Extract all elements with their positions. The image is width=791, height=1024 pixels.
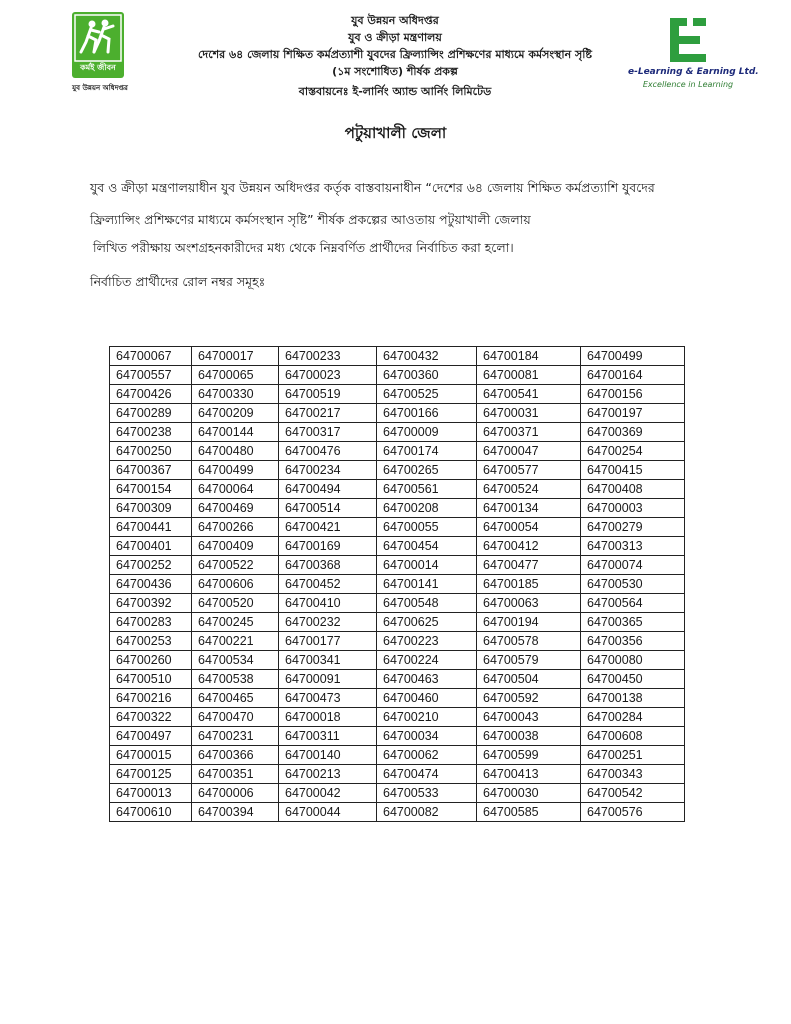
roll-number-cell: 64700184 <box>477 347 581 366</box>
roll-number-cell: 64700233 <box>279 347 377 366</box>
roll-number-cell: 64700474 <box>377 765 477 784</box>
roll-number-cell: 64700081 <box>477 366 581 385</box>
roll-number-cell: 64700452 <box>279 575 377 594</box>
roll-number-cell: 64700067 <box>110 347 192 366</box>
roll-number-cell: 64700091 <box>279 670 377 689</box>
district-title: পটুয়াখালী জেলা <box>344 124 447 142</box>
roll-number-cell: 64700080 <box>581 651 685 670</box>
roll-number-cell: 64700289 <box>110 404 192 423</box>
roll-number-cell: 64700322 <box>110 708 192 727</box>
roll-number-cell: 64700224 <box>377 651 477 670</box>
roll-number-cell: 64700499 <box>581 347 685 366</box>
header-department: যুব উন্নয়ন অধিদপ্তর <box>351 14 439 27</box>
roll-number-cell: 64700476 <box>279 442 377 461</box>
roll-number-cell: 64700311 <box>279 727 377 746</box>
roll-number-cell: 64700557 <box>110 366 192 385</box>
logo-caption: যুব উন্নয়ন অধিদপ্তর <box>72 84 128 92</box>
roll-number-cell: 64700209 <box>192 404 279 423</box>
roll-number-cell: 64700210 <box>377 708 477 727</box>
table-row <box>110 765 685 784</box>
header-implementer: বাস্তবায়নেঃ ই-লার্নিং অ্যান্ড আর্নিং লিমিটেড <box>298 85 492 98</box>
roll-number-cell: 64700023 <box>279 366 377 385</box>
roll-number-cell: 64700260 <box>110 651 192 670</box>
roll-number-cell: 64700154 <box>110 480 192 499</box>
table-row <box>110 385 685 404</box>
roll-number-cell: 64700465 <box>192 689 279 708</box>
roll-number-cell: 64700169 <box>279 537 377 556</box>
roll-number-cell: 64700250 <box>110 442 192 461</box>
roll-number-cell: 64700279 <box>581 518 685 537</box>
roll-number-cell: 64700042 <box>279 784 377 803</box>
roll-number-cell: 64700534 <box>192 651 279 670</box>
roll-number-cell: 64700038 <box>477 727 581 746</box>
table-row <box>110 613 685 632</box>
roll-number-cell: 64700533 <box>377 784 477 803</box>
roll-number-cell: 64700015 <box>110 746 192 765</box>
roll-number-cell: 64700548 <box>377 594 477 613</box>
table-row <box>110 499 685 518</box>
table-row <box>110 670 685 689</box>
roll-number-cell: 64700232 <box>279 613 377 632</box>
roll-number-cell: 64700213 <box>279 765 377 784</box>
roll-number-cell: 64700221 <box>192 632 279 651</box>
roll-number-cell: 64700223 <box>377 632 477 651</box>
header-project-revision: (১ম সংশোধিত) শীর্ষক প্রকল্প <box>332 65 458 78</box>
roll-number-cell: 64700356 <box>581 632 685 651</box>
roll-number-cell: 64700251 <box>581 746 685 765</box>
roll-number-cell: 64700454 <box>377 537 477 556</box>
roll-number-cell: 64700450 <box>581 670 685 689</box>
roll-number-cell: 64700585 <box>477 803 581 822</box>
header-ministry: যুব ও ক্রীড়া মন্ত্রণালয় <box>348 31 442 44</box>
roll-number-cell: 64700197 <box>581 404 685 423</box>
roll-number-cell: 64700330 <box>192 385 279 404</box>
table-row <box>110 575 685 594</box>
roll-number-cell: 64700313 <box>581 537 685 556</box>
table-row <box>110 537 685 556</box>
roll-number-cell: 64700519 <box>279 385 377 404</box>
roll-number-cell: 64700166 <box>377 404 477 423</box>
roll-number-cell: 64700343 <box>581 765 685 784</box>
roll-number-cell: 64700134 <box>477 499 581 518</box>
roll-number-cell: 64700477 <box>477 556 581 575</box>
roll-number-cell: 64700044 <box>279 803 377 822</box>
roll-number-cell: 64700412 <box>477 537 581 556</box>
roll-number-cell: 64700401 <box>110 537 192 556</box>
roll-number-cell: 64700514 <box>279 499 377 518</box>
roll-number-cell: 64700360 <box>377 366 477 385</box>
roll-number-cell: 64700542 <box>581 784 685 803</box>
roll-number-cell: 64700144 <box>192 423 279 442</box>
roll-number-cell: 64700499 <box>192 461 279 480</box>
roll-number-cell: 64700208 <box>377 499 477 518</box>
roll-number-cell: 64700578 <box>477 632 581 651</box>
roll-number-cell: 64700265 <box>377 461 477 480</box>
roll-number-cell: 64700365 <box>581 613 685 632</box>
roll-number-cell: 64700082 <box>377 803 477 822</box>
roll-number-cell: 64700074 <box>581 556 685 575</box>
roll-number-cell: 64700138 <box>581 689 685 708</box>
roll-number-cell: 64700231 <box>192 727 279 746</box>
roll-number-cell: 64700415 <box>581 461 685 480</box>
roll-number-cell: 64700013 <box>110 784 192 803</box>
roll-number-cell: 64700216 <box>110 689 192 708</box>
roll-number-cell: 64700561 <box>377 480 477 499</box>
roll-number-cell: 64700003 <box>581 499 685 518</box>
roll-number-cell: 64700564 <box>581 594 685 613</box>
table-row <box>110 632 685 651</box>
e-learning-mark-icon <box>666 16 710 64</box>
roll-number-cell: 64700317 <box>279 423 377 442</box>
notice-paragraph-line-1: যুব ও ক্রীড়া মন্ত্রণালয়াধীন যুব উন্নয়ন অধিদপ্তর কর্তৃক বাস্তবায়নাধীন “দেশের ৬৪ জেলায় শিক্ষিত কর্মপ্রত্যাশি যুবদের <box>90 180 655 195</box>
roll-number-cell: 64700606 <box>192 575 279 594</box>
roll-number-cell: 64700065 <box>192 366 279 385</box>
table-row <box>110 746 685 765</box>
roll-number-cell: 64700441 <box>110 518 192 537</box>
table-row <box>110 347 685 366</box>
running-figures-icon <box>72 12 124 64</box>
notice-paragraph-line-3: লিখিত পরীক্ষায় অংশগ্রহনকারীদের মধ্য থেকে নিম্নবর্ণিত প্রার্থীদের নির্বাচিত করা হলো। <box>93 240 514 255</box>
roll-number-cell: 64700460 <box>377 689 477 708</box>
roll-number-cell: 64700266 <box>192 518 279 537</box>
notice-paragraph-line-2: ফ্রিল্যান্সিং প্রশিক্ষণের মাধ্যমে কর্মসংস্থান সৃষ্টি” শীর্ষক প্রকল্পের আওতায় পটুয়াখালী জেলায় <box>90 212 531 227</box>
roll-number-cell: 64700541 <box>477 385 581 404</box>
company-name: e-Learning & Earning Ltd. <box>628 67 759 77</box>
roll-number-cell: 64700497 <box>110 727 192 746</box>
roll-number-cell: 64700480 <box>192 442 279 461</box>
roll-number-cell: 64700063 <box>477 594 581 613</box>
roll-number-cell: 64700030 <box>477 784 581 803</box>
table-row <box>110 366 685 385</box>
table-row <box>110 689 685 708</box>
roll-number-cell: 64700579 <box>477 651 581 670</box>
e-learning-earning-logo <box>628 16 759 96</box>
roll-number-cell: 64700234 <box>279 461 377 480</box>
table-row <box>110 803 685 822</box>
roll-number-cell: 64700174 <box>377 442 477 461</box>
roll-number-cell: 64700283 <box>110 613 192 632</box>
roll-number-cell: 64700494 <box>279 480 377 499</box>
roll-number-cell: 64700164 <box>581 366 685 385</box>
roll-number-cell: 64700577 <box>477 461 581 480</box>
roll-number-cell: 64700522 <box>192 556 279 575</box>
roll-number-cell: 64700252 <box>110 556 192 575</box>
roll-number-cell: 64700625 <box>377 613 477 632</box>
roll-number-cell: 64700253 <box>110 632 192 651</box>
roll-number-cell: 64700426 <box>110 385 192 404</box>
roll-number-cell: 64700371 <box>477 423 581 442</box>
roll-number-cell: 64700351 <box>192 765 279 784</box>
roll-number-cell: 64700185 <box>477 575 581 594</box>
roll-number-cell: 64700055 <box>377 518 477 537</box>
table-row <box>110 423 685 442</box>
roll-number-cell: 64700245 <box>192 613 279 632</box>
roll-number-cell: 64700369 <box>581 423 685 442</box>
roll-number-cell: 64700034 <box>377 727 477 746</box>
roll-number-cell: 64700006 <box>192 784 279 803</box>
roll-number-cell: 64700463 <box>377 670 477 689</box>
roll-number-cell: 64700436 <box>110 575 192 594</box>
table-row <box>110 651 685 670</box>
table-row <box>110 708 685 727</box>
roll-number-cell: 64700524 <box>477 480 581 499</box>
roll-number-cell: 64700254 <box>581 442 685 461</box>
table-row <box>110 556 685 575</box>
company-tagline: Excellence in Learning <box>642 80 734 89</box>
roll-number-cell: 64700592 <box>477 689 581 708</box>
roll-number-cell: 64700341 <box>279 651 377 670</box>
roll-number-cell: 64700194 <box>477 613 581 632</box>
roll-number-cell: 64700141 <box>377 575 477 594</box>
roll-number-cell: 64700366 <box>192 746 279 765</box>
roll-number-cell: 64700409 <box>192 537 279 556</box>
roll-number-cell: 64700009 <box>377 423 477 442</box>
roll-number-cell: 64700608 <box>581 727 685 746</box>
roll-number-cell: 64700367 <box>110 461 192 480</box>
karmai-jibon-logo <box>72 12 124 78</box>
roll-number-cell: 64700421 <box>279 518 377 537</box>
roll-number-cell: 64700140 <box>279 746 377 765</box>
table-row <box>110 442 685 461</box>
table-row <box>110 480 685 499</box>
roll-number-cell: 64700413 <box>477 765 581 784</box>
roll-number-cell: 64700504 <box>477 670 581 689</box>
roll-number-cell: 64700525 <box>377 385 477 404</box>
roll-number-cell: 64700309 <box>110 499 192 518</box>
roll-number-cell: 64700473 <box>279 689 377 708</box>
roll-number-cell: 64700064 <box>192 480 279 499</box>
table-row <box>110 784 685 803</box>
table-row <box>110 461 685 480</box>
document-header <box>150 12 640 100</box>
logo-label: কর্মই জীবন <box>80 63 116 72</box>
roll-number-cell: 64700538 <box>192 670 279 689</box>
roll-number-cell: 64700520 <box>192 594 279 613</box>
roll-number-cell: 64700043 <box>477 708 581 727</box>
roll-number-cell: 64700410 <box>279 594 377 613</box>
roll-number-cell: 64700599 <box>477 746 581 765</box>
table-row <box>110 594 685 613</box>
roll-number-cell: 64700031 <box>477 404 581 423</box>
roll-number-cell: 64700284 <box>581 708 685 727</box>
roll-number-cell: 64700177 <box>279 632 377 651</box>
roll-number-cell: 64700432 <box>377 347 477 366</box>
roll-number-cell: 64700469 <box>192 499 279 518</box>
roll-numbers-table <box>109 346 685 822</box>
roll-number-cell: 64700576 <box>581 803 685 822</box>
roll-number-cell: 64700217 <box>279 404 377 423</box>
roll-number-cell: 64700238 <box>110 423 192 442</box>
roll-number-cell: 64700394 <box>192 803 279 822</box>
roll-number-cell: 64700054 <box>477 518 581 537</box>
roll-number-cell: 64700125 <box>110 765 192 784</box>
roll-number-cell: 64700408 <box>581 480 685 499</box>
roll-number-cell: 64700156 <box>581 385 685 404</box>
roll-number-cell: 64700017 <box>192 347 279 366</box>
roll-number-cell: 64700014 <box>377 556 477 575</box>
header-project-title: দেশের ৬৪ জেলায় শিক্ষিত কর্মপ্রত্যাশী যুবদের ফ্রিল্যান্সিং প্রশিক্ষণের মাধ্যমে কর্মসংস্থান সৃষ্টি <box>197 48 593 61</box>
roll-number-cell: 64700510 <box>110 670 192 689</box>
roll-number-cell: 64700368 <box>279 556 377 575</box>
roll-numbers-heading: নির্বাচিত প্রার্থীদের রোল নম্বর সমূহঃ <box>90 274 266 289</box>
roll-number-cell: 64700470 <box>192 708 279 727</box>
roll-number-cell: 64700018 <box>279 708 377 727</box>
table-row <box>110 727 685 746</box>
roll-number-cell: 64700610 <box>110 803 192 822</box>
table-row <box>110 518 685 537</box>
table-row <box>110 404 685 423</box>
roll-number-cell: 64700530 <box>581 575 685 594</box>
roll-number-cell: 64700062 <box>377 746 477 765</box>
roll-number-cell: 64700392 <box>110 594 192 613</box>
roll-number-cell: 64700047 <box>477 442 581 461</box>
